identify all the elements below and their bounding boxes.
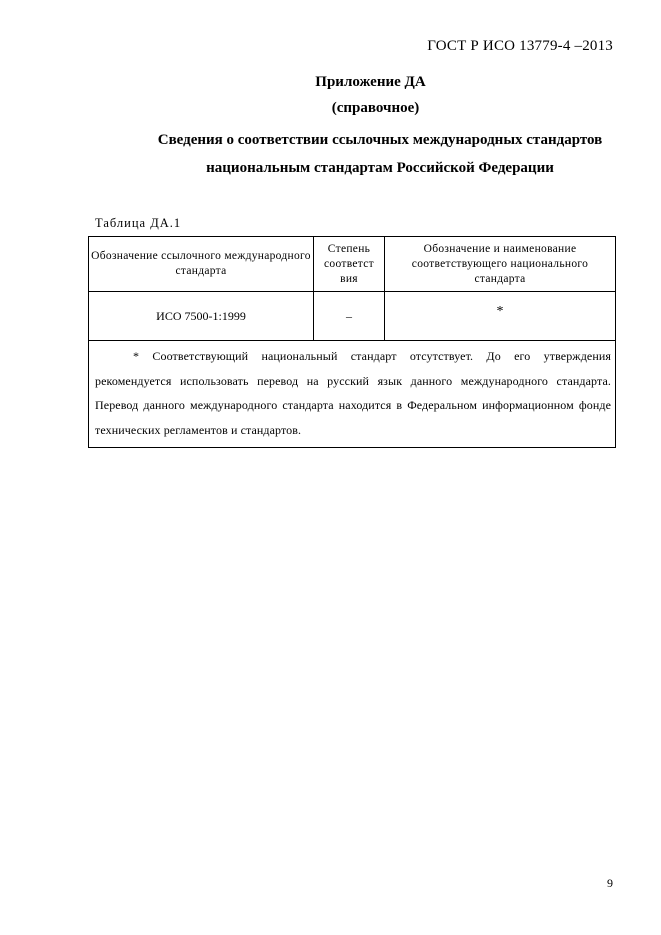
header-degree: Степень соответст вия <box>314 237 385 292</box>
cell-ref-standard: ИСО 7500-1:1999 <box>89 292 314 341</box>
header-ref-standard: Обозначение ссылочного международного стандарта <box>89 237 314 292</box>
table-row <box>89 292 616 341</box>
cell-degree: – <box>314 292 385 341</box>
cell-national-standard: * <box>385 292 616 341</box>
annex-heading-line1: Сведения о соответствии ссылочных международных стандартов <box>157 132 603 148</box>
annex-heading <box>100 126 660 182</box>
header-national-standard: Обозначение и наименование соответствующего национального стандарта <box>385 237 616 292</box>
conformity-table <box>88 236 616 448</box>
table-note <box>89 341 616 448</box>
table-header-row <box>89 237 616 292</box>
table-note-row <box>89 341 616 448</box>
page-number: 9 <box>607 876 613 890</box>
annex-title: Приложение ДА <box>315 74 426 90</box>
document-code: ГОСТ Р ИСО 13779-4 –2013 <box>427 38 613 54</box>
annex-heading-line2: национальным стандартам Российской Федерации <box>206 160 554 176</box>
annex-subtitle: (справочное) <box>331 100 420 116</box>
table-label: Таблица ДА.1 <box>95 216 182 230</box>
table-note-text: * Соответствующий национальный стандарт отсутствует. До его утверждения рекомендуется использовать перевод на русский язык данного международного стандарта. Перевод данного международного стандарта находится в Федеральном информационном фонде технических регламентов и стандартов. <box>95 349 611 437</box>
